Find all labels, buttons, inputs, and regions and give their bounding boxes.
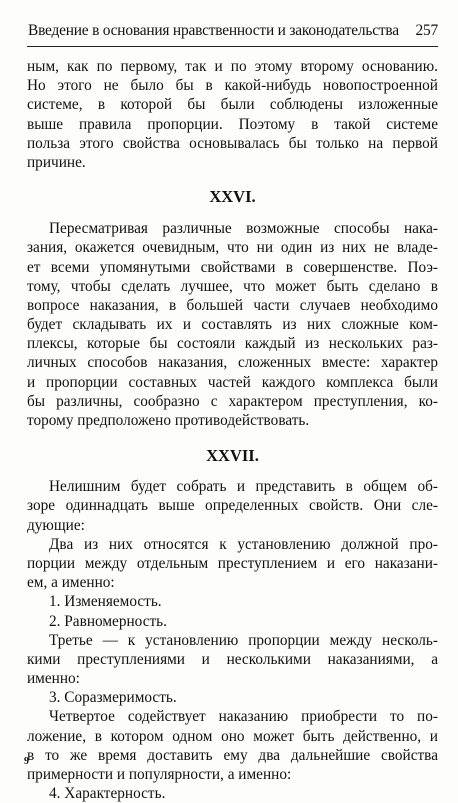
list-item: 3. Соразмеримость. [49, 689, 177, 707]
paragraph [27, 477, 438, 535]
text-line: ем, а именно: [27, 574, 115, 592]
paragraph [27, 707, 438, 784]
text-line: ложение, в котором одном оно может быть действенно, и [27, 727, 438, 745]
text-line: дующие: [27, 516, 85, 534]
section-heading-xxvi: XXVI. [209, 187, 256, 207]
text-line: выше правила пропорции. Поэтому в такой системе [27, 115, 438, 133]
text-line: Пересматривая различные возможные способы нака- [49, 220, 438, 238]
text-line: причине. [27, 153, 86, 171]
text-line: будет складывать их и составлять из них сложные ком- [27, 316, 438, 334]
list-item: 4. Характерность. [49, 785, 166, 803]
text-line: кими преступлениями и несколькими наказаниями, а [27, 650, 438, 668]
header-rule [27, 46, 438, 47]
text-line: Третье — к установлению пропорции между несколь- [49, 631, 438, 649]
text-line: зания, окажется очевидным, что ни один из них не владе- [27, 239, 438, 257]
text-line: польза этого свойства основывалась бы только на первой [27, 134, 438, 152]
paragraph [27, 535, 438, 593]
text-line: примерности и популярности, а именно: [27, 766, 292, 783]
running-title: Введение в основания нравственности и законодательства [28, 22, 399, 39]
paragraph [27, 219, 438, 430]
text-line: ным, как по первому, так и по этому второму основанию. [27, 58, 438, 75]
text-line: и пропорции составных частей каждого комплекса были [27, 373, 438, 391]
page-number: 257 [415, 22, 438, 39]
running-header [28, 22, 438, 40]
text-line: Два из них относятся к установлению должной про- [49, 535, 438, 553]
text-line: тому, чтобы сделать лучшее, что может быть сделано в [27, 277, 438, 295]
paragraph [27, 631, 438, 689]
text-line: вопросе наказания, в большей части случаев необходимо [27, 296, 438, 314]
paragraph-continuation [27, 57, 438, 172]
text-line: именно: [27, 670, 80, 688]
text-line: ет всеми упомянутыми свойствами в совершенстве. Поэ- [27, 258, 438, 276]
text-line: личных способов наказания, сложенных вместе: характер [27, 354, 438, 372]
text-line: системе, в которой бы были соблюдены изложенные [27, 96, 438, 114]
text-line: порции между отдельным преступлением и его наказани- [27, 554, 438, 572]
text-line: Четвертое содействует наказанию приобрести то по- [49, 708, 438, 726]
text-line: зоре одиннадцать выше определенных свойств. Они сле- [27, 497, 438, 515]
text-line: Но этого не было бы в какой-нибудь новопостроенной [27, 77, 438, 95]
text-line: Нелишним будет собрать и представить в общем об- [49, 478, 438, 496]
text-line: бы различны, сообразно с характером преступления, ко- [27, 392, 438, 410]
text-line: плексы, которые бы состояли каждый из нескольких раз- [27, 335, 438, 353]
signature-mark: 9 [24, 756, 29, 767]
text-line: торому предположено противодействовать. [27, 412, 310, 429]
text-line: в то же время доставить ему два дальнейшие свойства [27, 746, 438, 764]
list-item: 2. Равномерность. [49, 612, 167, 630]
section-heading-xxvii: XXVII. [206, 446, 259, 466]
list-item: 1. Изменяемость. [49, 593, 162, 611]
body-text [27, 57, 438, 803]
